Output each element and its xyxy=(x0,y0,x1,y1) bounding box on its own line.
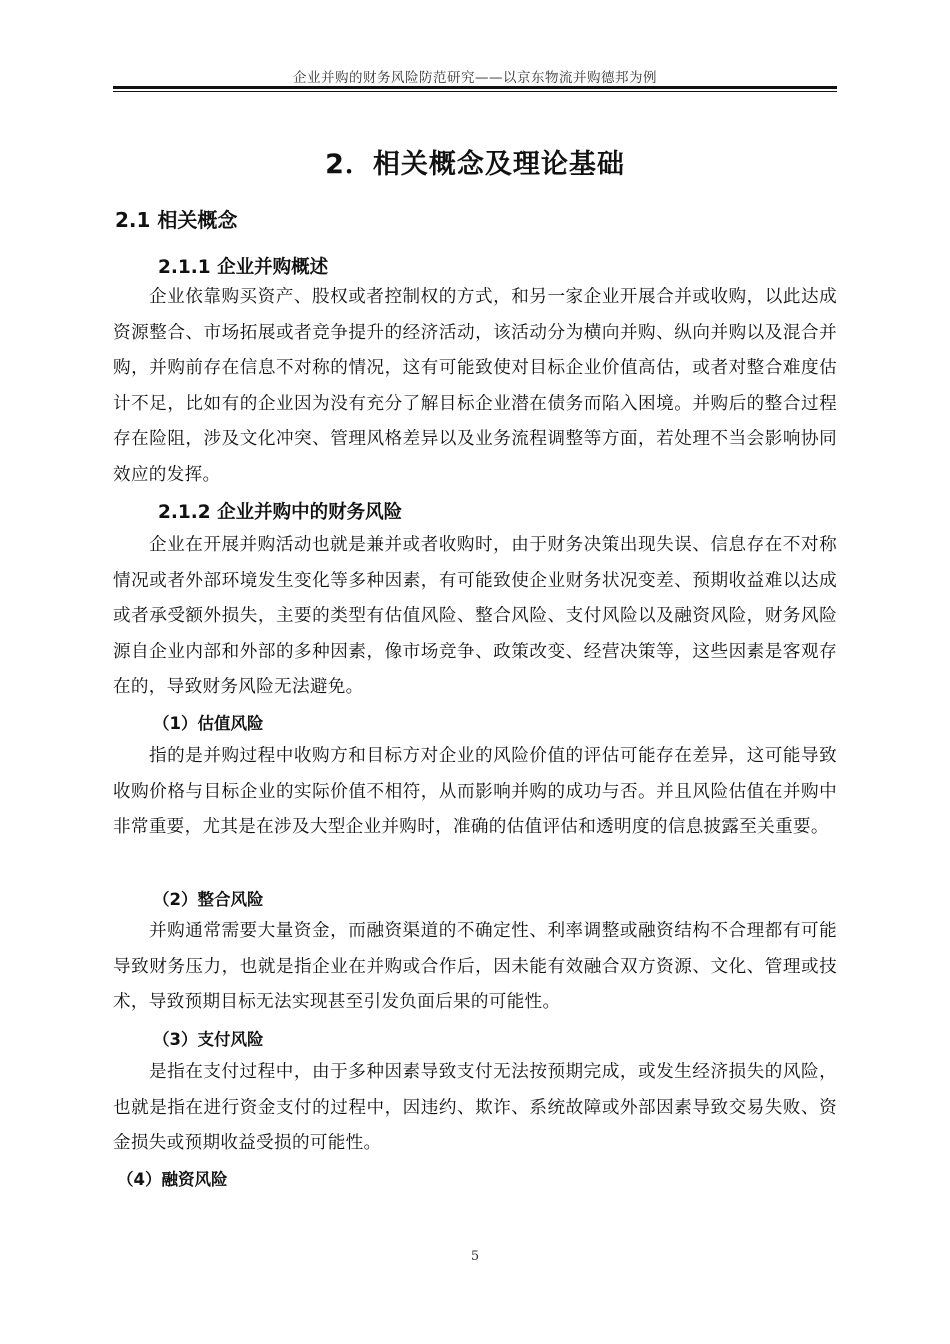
paragraph-financial-risk: 企业在开展并购活动也就是兼并或者收购时，由于财务决策出现失误、信息存在不对称情况或者外部环境发生变化等多种因素，有可能致使企业财务状况变差、预期收益难以达成或者承受额外损失，主要的类型有估值风险、整合风险、支付风险以及融资风险，财务风险源自企业内部和外部的多种因素，像市场竞争、政策改变、经营决策等，这些因素是客观存在的，导致财务风险无法避免。 xyxy=(113,535,837,697)
section-heading-2-1-2: 2.1.2 企业并购中的财务风险 xyxy=(158,502,403,523)
heading-financing-risk: （4）融资风险 xyxy=(117,1170,228,1189)
running-header: 企业并购的财务风险防范研究——以京东物流并购德邦为例 xyxy=(293,70,657,86)
paragraph-ma-overview: 企业依靠购买资产、股权或者控制权的方式，和另一家企业开展合并或收购，以此达成资源整合、市场拓展或者竞争提升的经济活动，该活动分为横向并购、纵向并购以及混合并购，并购前存在信息不对称的情况，这有可能致使对目标企业价值高估，或者对整合难度估计不足，比如有的企业因为没有充分了解目标企业潜在债务而陷入困境。并购后的整合过程存在险阻，涉及文化冲突、管理风格差异以及业务流程调整等方面，若处理不当会影响协同效应的发挥。 xyxy=(113,287,837,485)
heading-payment-risk: （3）支付风险 xyxy=(153,1030,264,1049)
paragraph-payment-risk: 是指在支付过程中，由于多种因素导致支付无法按预期完成，或发生经济损失的风险，也就是指在进行资金支付的过程中，因违约、欺诈、系统故障或外部因素导致交易失败、资金损失或预期收益受损的可能性。 xyxy=(113,1062,837,1153)
header-rule-thick xyxy=(113,86,837,89)
section-heading-2-1: 2.1 相关概念 xyxy=(115,208,238,232)
paragraph-valuation-risk: 指的是并购过程中收购方和目标方对企业的风险价值的评估可能存在差异，这可能导致收购价格与目标企业的实际价值不相符，从而影响并购的成功与否。并且风险估值在并购中非常重要，尤其是在涉及大型企业并购时，准确的估值评估和透明度的信息披露至关重要。 xyxy=(113,746,837,837)
paragraph-integration-risk: 并购通常需要大量资金，而融资渠道的不确定性、利率调整或融资结构不合理都有可能导致财务压力，也就是指企业在并购或合作后，因未能有效融合双方资源、文化、管理或技术，导致预期目标无法实现甚至引发负面后果的可能性。 xyxy=(113,921,837,1012)
chapter-title: 2．相关概念及理论基础 xyxy=(325,149,625,180)
page-number: 5 xyxy=(470,1249,480,1264)
header-rule-thin xyxy=(113,91,837,92)
heading-valuation-risk: （1）估值风险 xyxy=(153,714,264,733)
heading-integration-risk: （2）整合风险 xyxy=(153,890,264,909)
section-heading-2-1-1: 2.1.1 企业并购概述 xyxy=(158,257,329,278)
